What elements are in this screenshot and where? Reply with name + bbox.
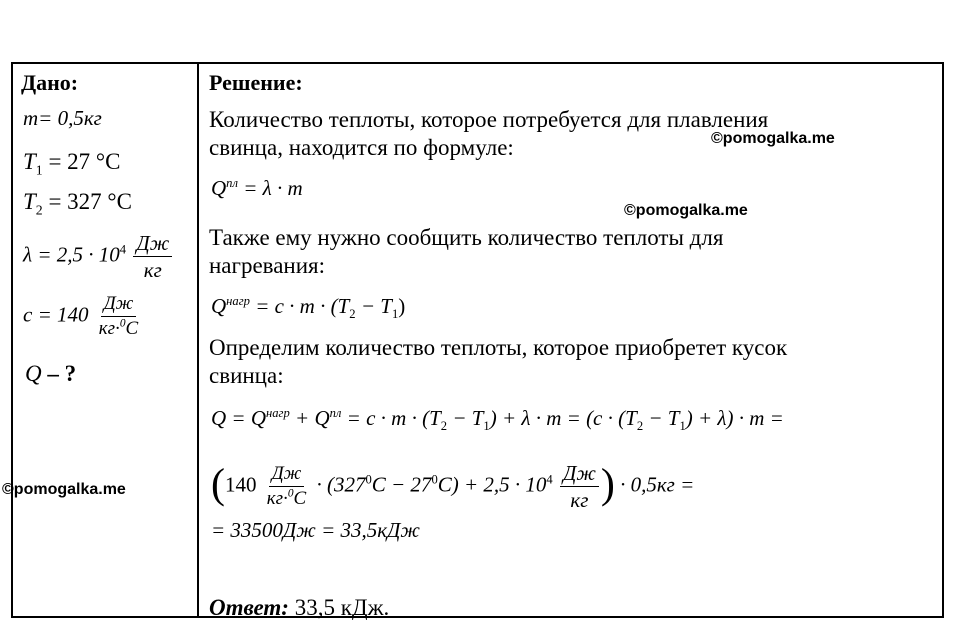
given-t2: $T_2 = 327$ °C — [23, 189, 132, 218]
given-mass: m= 0,5кг — [23, 106, 102, 130]
substitution-fraction-1: $\frac{Дж}{кг\cdot^0C}$ — [266, 463, 307, 510]
column-divider — [197, 64, 199, 616]
given-header: Дано: — [21, 70, 79, 95]
watermark: ©pomogalka.me — [624, 202, 748, 219]
answer-value: 33,5 кДж. — [288, 595, 390, 620]
formula-heating: $Q^{нагр} = c \cdot m \cdot (T_2 - T_1)$ — [211, 294, 406, 322]
solution-header: Решение: — [209, 70, 303, 95]
formula-substitution: (140 $\frac{Дж}{кг\cdot^0C}$ · $(327^0C - 27^0C) + 2,5 \cdot 10^4$ $\frac{Дж}{кг}$ ) · 0,5кг = — [211, 461, 695, 513]
watermark: ©pomogalka.me — [711, 130, 835, 147]
formula-melting: $Q^{пл} = \lambda \cdot m$ — [211, 176, 303, 200]
substitution-fraction-2: $\frac{Дж}{кг}$ — [560, 462, 599, 511]
formula-result: = 33500Дж = 33,5кДж — [211, 518, 420, 542]
solution-paragraph-3: Определим количество теплоты, которое приобретет кусок свинца: — [209, 335, 788, 388]
given-find: Q – ? — [25, 361, 77, 386]
given-lambda: $\lambda = 2,5 \cdot 10^4$ $\frac{Дж}{кг}$ — [23, 232, 174, 281]
solution-paragraph-1: Количество теплоты, которое потребуется для плавления свинца, находится по формуле: — [209, 107, 769, 160]
c-unit-fraction: $\frac{Дж}{кг\cdot^0C}$ — [98, 293, 139, 339]
solution-paragraph-2: Также ему нужно сообщить количество теплоты для нагревания: — [209, 225, 724, 278]
answer-label: Ответ: — [209, 595, 289, 620]
answer — [209, 596, 389, 619]
watermark: ©pomogalka.me — [2, 481, 126, 498]
lambda-unit-fraction: $\frac{Дж}{кг}$ — [133, 232, 172, 281]
given-heat-capacity: c = 140 $\frac{Дж}{кг\cdot^0C}$ — [23, 294, 143, 339]
formula-total: $Q = Q^{нагр} + Q^{пл} = c \cdot m \cdot (T_2 - T_1) + \lambda \cdot m = (c \cdot (T_2 - T_1) + \lambda) \cdot m$ = — [211, 406, 784, 434]
given-t1: $T_1 = 27$ °C — [23, 149, 121, 178]
